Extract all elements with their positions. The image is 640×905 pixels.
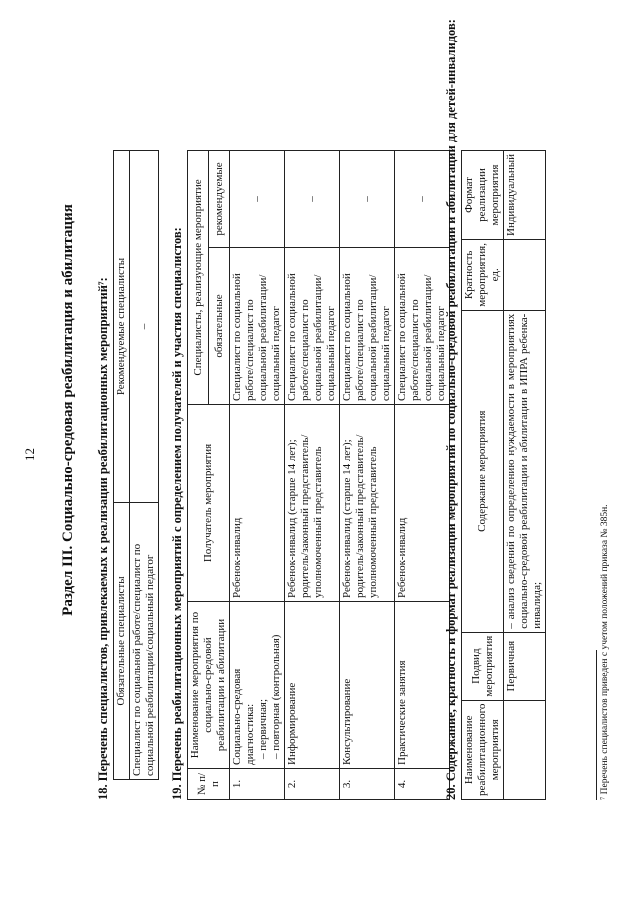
- sec20-col-name: Наименование реабилитационного мероприятия: [462, 700, 504, 799]
- sec20-col-format: Формат реализации мероприятия: [462, 151, 504, 240]
- sec18-col-recommended: Рекомендуемые специалисты: [114, 151, 130, 503]
- sec20-row-format: Индивидуальный: [504, 151, 546, 240]
- sec19-heading: 19. Перечень реабилитационных мероприятий с определением получателей и участия специалистов:: [170, 227, 184, 800]
- row-name: Практические занятия: [395, 602, 450, 769]
- row-recipient: Ребенок-инвалид: [230, 405, 285, 602]
- sec20-col-subtype: Подвид мероприятия: [462, 632, 504, 700]
- row-recommended: –: [230, 151, 285, 248]
- section-title: Раздел III. Социально-средовая реабилитация и абилитация: [60, 204, 76, 616]
- sec19-col-recommended: рекомендуемые: [209, 151, 230, 248]
- sec19-col-recipient: Получатель мероприятия: [188, 405, 230, 602]
- row-recipient: Ребенок-инвалид (старше 14 лет); родитель/законный представитель/уполномоченный представитель: [340, 405, 395, 602]
- row-required: Специалист по социальной работе/специалист по социальной реабилитации/социальный педагог: [340, 248, 395, 405]
- sec18-col-required: Обязательные специалисты: [114, 503, 130, 780]
- sec20-row-count: [504, 240, 546, 311]
- row-name-main: Социально-средовая диагностика:: [231, 668, 256, 765]
- row-required: Специалист по социальной работе/специалист по социальной реабилитации/социальный педагог: [285, 248, 340, 405]
- sec20-row-name: [504, 700, 546, 799]
- row-name: Информирование: [285, 602, 340, 769]
- row-recommended: –: [285, 151, 340, 248]
- sec20-row-content: – анализ сведений по определению нуждаемости в мероприятиях социально-средовой реабилитации и абилитации в ИПРА ребенка-инвалида;: [504, 310, 546, 632]
- sec19-col-required: обязательные: [209, 248, 230, 405]
- row-name: Консультирование: [340, 602, 395, 769]
- table-row: [230, 151, 285, 800]
- page-number: 12: [22, 448, 37, 461]
- table-row: [504, 151, 546, 800]
- row-num: 3.: [340, 769, 395, 800]
- row-num: 4.: [395, 769, 450, 800]
- footnote-separator: [596, 650, 597, 800]
- sec20-col-count: Кратность мероприятия, ед.: [462, 240, 504, 311]
- row-name-sub2: – повторная (контрольная): [270, 634, 282, 759]
- row-num: 1.: [230, 769, 285, 800]
- sec18-recommended-value: –: [130, 151, 159, 503]
- sec19-col-num: № п/п: [188, 769, 230, 800]
- sec20-table: [461, 150, 546, 800]
- row-recommended: –: [395, 151, 450, 248]
- sec19-col-specialists: Специалисты, реализующие мероприятие: [188, 151, 209, 405]
- table-row: [395, 151, 450, 800]
- row-num: 2.: [285, 769, 340, 800]
- footnote: ⁷ Перечень специалистов приведен с учетом положений приказа № 385н.: [600, 504, 610, 800]
- row-required: Специалист по социальной работе/специалист по социальной реабилитации/социальный педагог: [230, 248, 285, 405]
- row-required: Специалист по социальной работе/специалист по социальной реабилитации/социальный педагог: [395, 248, 450, 405]
- sec20-col-content: Содержание мероприятия: [462, 310, 504, 632]
- table-row: [340, 151, 395, 800]
- row-recommended: –: [340, 151, 395, 248]
- row-name: [230, 602, 285, 769]
- row-recipient: Ребенок-инвалид (старше 14 лет); родитель/законный представитель/уполномоченный представитель: [285, 405, 340, 602]
- sec19-table: [187, 150, 450, 800]
- sec18-table: [113, 150, 159, 780]
- sec20-row-subtype: Первичная: [504, 632, 546, 700]
- sec20-heading: 20. Содержание, кратность и формат реализации мероприятий по социально-средовой реабилитации и абилитации для детей-инвалидов:: [444, 19, 458, 800]
- row-name-sub1: – первичная;: [257, 698, 269, 759]
- sec18-heading: 18. Перечень специалистов, привлекаемых к реализации реабилитационных мероприятий⁷:: [96, 277, 110, 800]
- row-recipient: Ребенок-инвалид: [395, 405, 450, 602]
- sec18-required-value: Специалист по социальной работе/специалист по социальной реабилитации/социальный педагог: [130, 503, 159, 780]
- sec19-col-name: Наименование мероприятия по социально-средовой реабилитации и абилитации: [188, 602, 230, 769]
- table-row: [285, 151, 340, 800]
